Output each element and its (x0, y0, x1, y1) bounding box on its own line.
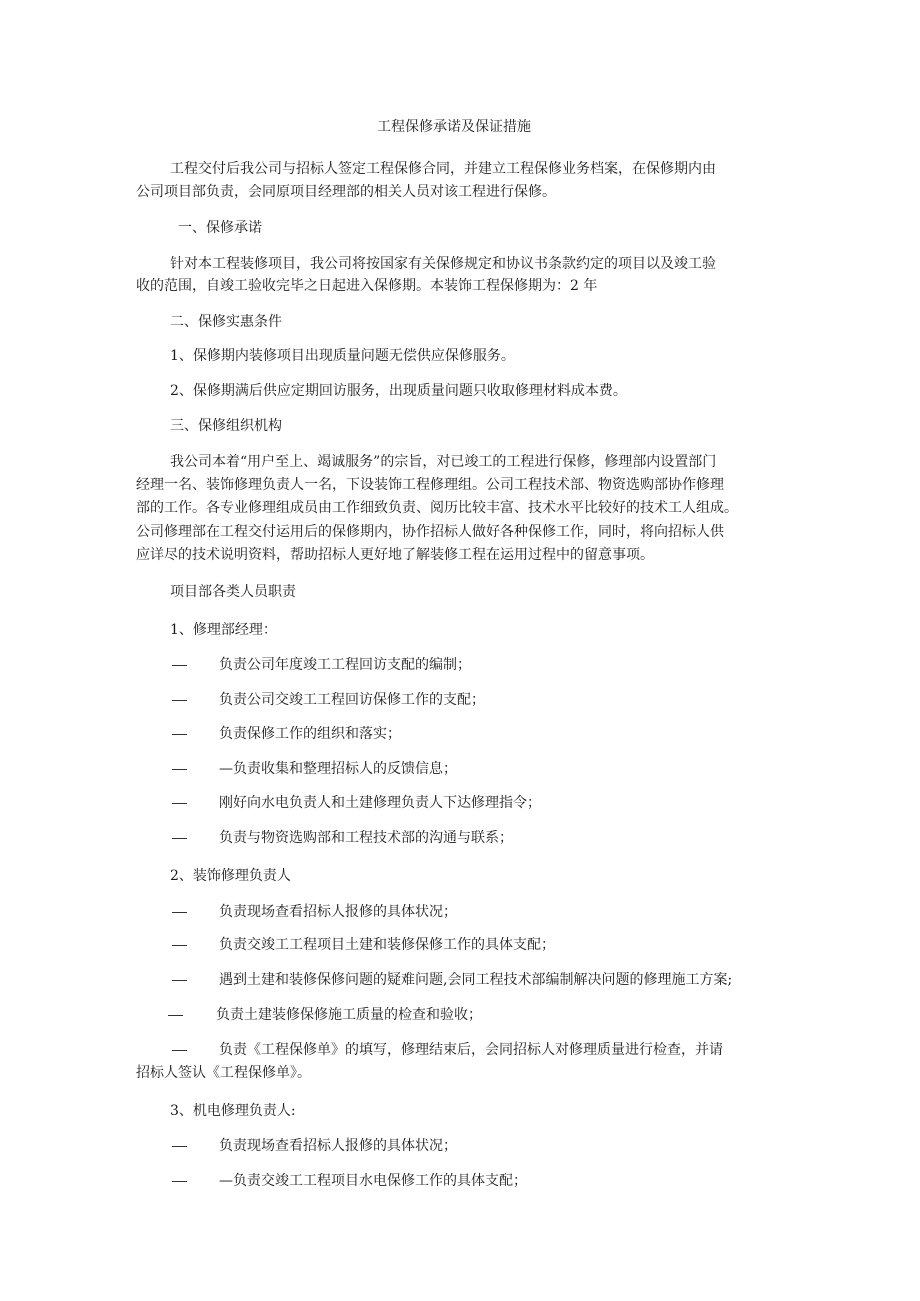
section-3-line-4: 公司修理部在工程交付运用后的保修期内，协作招标人做好各种保修工作，同时，将向招标人供 (136, 524, 724, 540)
dash-marker (172, 700, 187, 701)
dash-marker (172, 912, 187, 913)
section-2-heading: 二、保修实惠条件 (170, 314, 282, 330)
dash-marker (172, 769, 187, 770)
dash-marker (172, 1181, 187, 1182)
role-1-item-2: 负责公司交竣工工程回访保修工作的支配； (219, 692, 485, 708)
role-3-item-1: 负责现场查看招标人报修的具体状况； (219, 1138, 457, 1154)
dash-marker (172, 665, 187, 666)
section-3-line-2: 经理一名、装饰修理负责人一名，下设装饰工程修理组。公司工程技术部、物资选购部协作修理 (136, 477, 724, 493)
section-1-line-1: 针对本工程装修项目，我公司将按国家有关保修规定和协议书条款约定的项目以及竣工验 (170, 256, 716, 272)
section-3-line-3: 部的工作。各专业修理组成员由工作细致负责、阅历比较丰富、技术水平比较好的技术工人组成。 (136, 500, 738, 516)
role-1-item-6: 负责与物资选购部和工程技术部的沟通与联系； (219, 830, 513, 846)
intro-line-1: 工程交付后我公司与招标人签定工程保修合同，并建立工程保修业务档案，在保修期内由 (170, 161, 716, 177)
role-2-item-1: 负责现场查看招标人报修的具体状况； (219, 904, 457, 920)
section-3-heading: 三、保修组织机构 (170, 418, 282, 434)
section-3-line-5: 应详尽的技术说明资料，帮助招标人更好地了解装修工程在运用过程中的留意事项。 (136, 547, 654, 563)
role-2-item-2: 负责交竣工工程项目土建和装修保修工作的具体支配； (219, 937, 555, 953)
role-1-item-4: —负责收集和整理招标人的反馈信息； (219, 761, 457, 777)
dash-marker (172, 803, 187, 804)
dash-marker (172, 734, 187, 735)
role-1-heading: 1、修理部经理： (170, 622, 277, 638)
section-1-heading: 一、保修承诺 (178, 220, 262, 236)
role-3-item-2: —负责交竣工工程项目水电保修工作的具体支配； (219, 1173, 527, 1189)
role-3-heading: 3、机电修理负责人: (170, 1103, 296, 1119)
duties-heading: 项目部各类人员职责 (170, 584, 296, 600)
intro-line-2: 公司项目部负责，会同原项目经理部的相关人员对该工程进行保修。 (136, 184, 556, 200)
document-title: 工程保修承诺及保证措施 (377, 119, 531, 135)
role-2-heading: 2、装饰修理负责人 (170, 868, 291, 884)
role-1-item-1: 负责公司年度竣工工程回访支配的编制； (219, 657, 471, 673)
dash-marker (172, 980, 187, 981)
section-2-item-2: 2、保修期满后供应定期回访服务，出现质量问题只收取修理材料成本费。 (170, 383, 627, 399)
dash-marker (172, 1050, 187, 1051)
dash-marker (172, 945, 187, 946)
role-2-item-4: 负责土建装修保修施工质量的检查和验收； (216, 1007, 482, 1023)
section-2-item-1: 1、保修期内装修项目出现质量问题无偿供应保修服务。 (170, 348, 515, 364)
section-1-line-2: 收的范围，自竣工验收完毕之日起进入保修期。本装饰工程保修期为：2 年 (136, 278, 598, 294)
role-1-item-3: 负责保修工作的组织和落实； (219, 726, 401, 742)
section-3-line-1: 我公司本着“用户至上、竭诚服务”的宗旨，对已竣工的工程进行保修，修理部内设置部门 (170, 454, 717, 470)
role-2-item-3: 遇到土建和装修保修问题的疑难问题,会同工程技术部编制解决问题的修理施工方案; (219, 972, 733, 988)
role-1-item-5: 刚好向水电负责人和土建修理负责人下达修理指令； (219, 795, 541, 811)
dash-marker (172, 1146, 187, 1147)
dash-marker (168, 1015, 183, 1016)
role-2-item-5: 负责《工程保修单》的填写，修理结束后，会同招标人对修理质量进行检查，并请 (219, 1042, 723, 1058)
role-2-item-5-continued: 招标人签认《工程保修单》。 (136, 1065, 311, 1081)
dash-marker (172, 838, 187, 839)
